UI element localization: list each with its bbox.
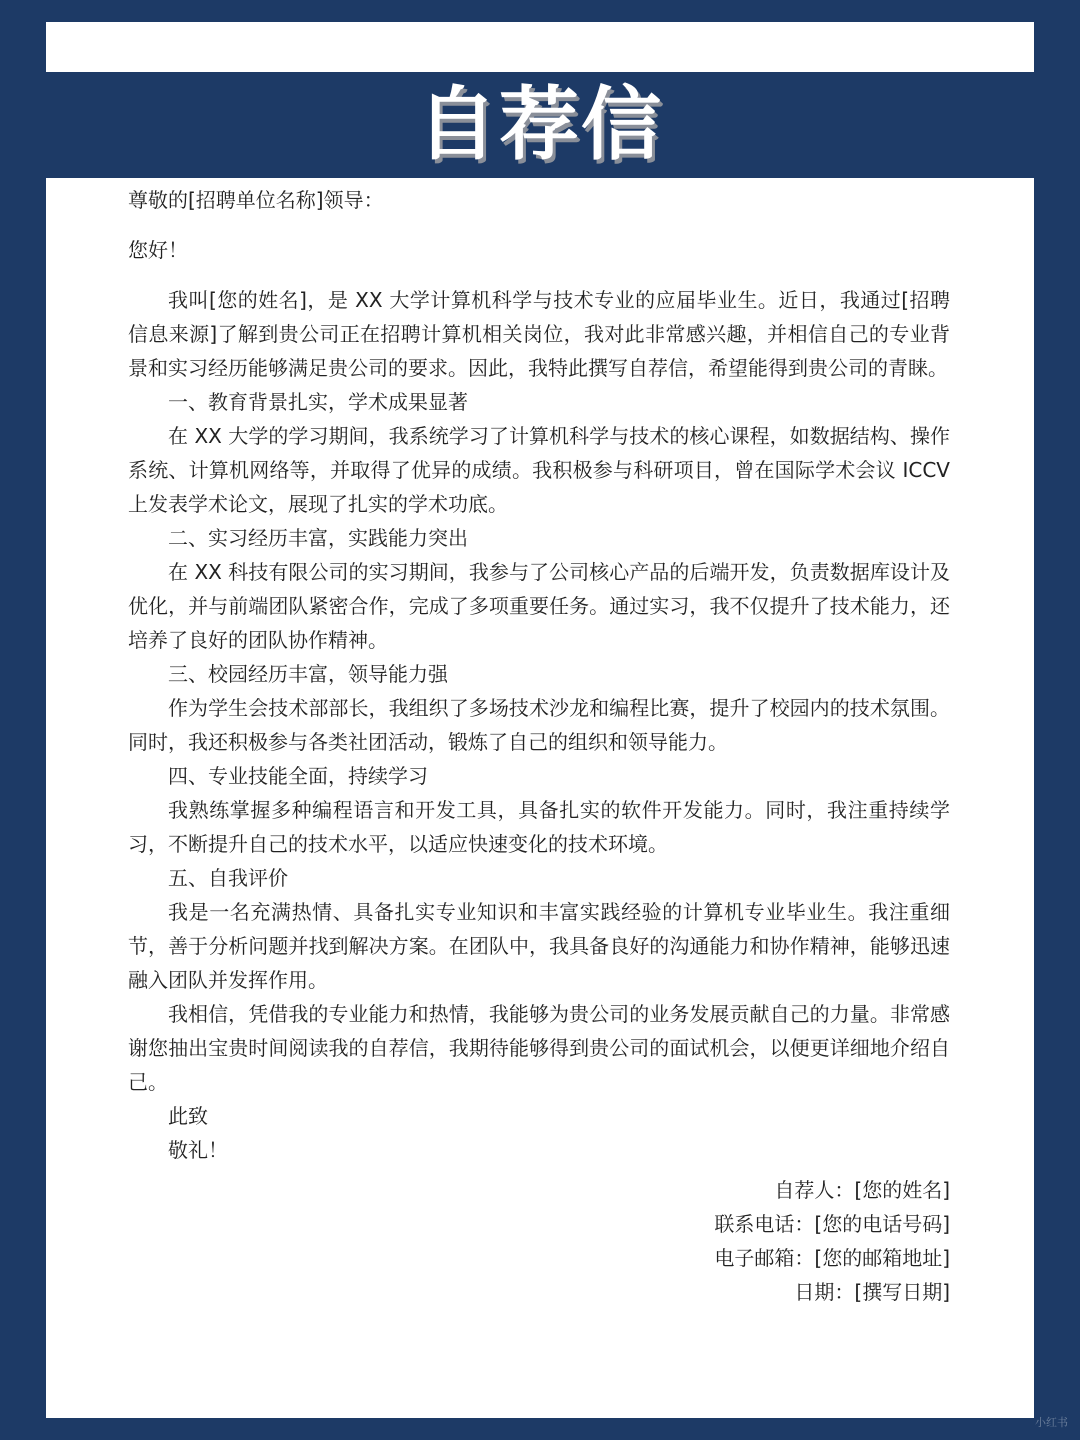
section-heading-campus: 三、校园经历丰富，领导能力强 xyxy=(168,662,448,686)
education-paragraph: 在 XX 大学的学习期间，我系统学习了计算机科学与技术的核心课程，如数据结构、操作系统、计算机网络等，并取得了优异的成绩。我积极参与科研项目，曾在国际学术会议 ICCV 上发表学术论文，展现了扎实的学术功底。 xyxy=(128,424,950,516)
self-evaluation-paragraph: 我是一名充满热情、具备扎实专业知识和丰富实践经验的计算机专业毕业生。我注重细节，善于分析问题并找到解决方案。在团队中，我具备良好的沟通能力和协作精神，能够迅速融入团队并发挥作用。 xyxy=(128,900,950,992)
section-heading-internship: 二、实习经历丰富，实践能力突出 xyxy=(168,526,468,550)
greeting: 您好！ xyxy=(128,238,188,262)
signature-block xyxy=(714,1173,950,1309)
title-banner xyxy=(46,72,1034,178)
skills-paragraph: 我熟练掌握多种编程语言和开发工具，具备扎实的软件开发能力。同时，我注重持续学习，不断提升自己的技术水平，以适应快速变化的技术环境。 xyxy=(128,798,950,856)
section-heading-skills: 四、专业技能全面，持续学习 xyxy=(168,764,428,788)
salutation: 尊敬的[招聘单位名称]领导： xyxy=(128,188,384,212)
section-heading-education: 一、教育背景扎实，学术成果显著 xyxy=(168,390,468,414)
signature-name: 自荐人：[您的姓名] xyxy=(774,1178,950,1202)
signature-phone: 联系电话：[您的电话号码] xyxy=(714,1212,950,1236)
intro-paragraph: 我叫[您的姓名]，是 XX 大学计算机科学与技术专业的应届毕业生。近日，我通过[招聘信息来源]了解到贵公司正在招聘计算机相关岗位，我对此非常感兴趣，并相信自己的专业背景和实习经历能够满足贵公司的要求。因此，我特此撰写自荐信，希望能得到贵公司的青睐。 xyxy=(128,288,950,380)
section-heading-self-evaluation: 五、自我评价 xyxy=(168,866,288,890)
campus-paragraph: 作为学生会技术部部长，我组织了多场技术沙龙和编程比赛，提升了校园内的技术氛围。同时，我还积极参与各类社团活动，锻炼了自己的组织和领导能力。 xyxy=(128,696,950,754)
signature-date: 日期：[撰写日期] xyxy=(794,1280,950,1304)
page-title: 自荐信 xyxy=(417,78,663,171)
conclusion-paragraph: 我相信，凭借我的专业能力和热情，我能够为贵公司的业务发展贡献自己的力量。非常感谢您抽出宝贵时间阅读我的自荐信，我期待能够得到贵公司的面试机会，以便更详细地介绍自己。 xyxy=(128,1002,950,1094)
signature-email: 电子邮箱：[您的邮箱地址] xyxy=(714,1246,950,1270)
internship-paragraph: 在 XX 科技有限公司的实习期间，我参与了公司核心产品的后端开发，负责数据库设计及优化，并与前端团队紧密合作，完成了多项重要任务。通过实习，我不仅提升了技术能力，还培养了良好的团队协作精神。 xyxy=(128,560,950,652)
closing-line-1: 此致 xyxy=(168,1104,208,1128)
closing-line-2: 敬礼！ xyxy=(168,1138,228,1162)
letter-body xyxy=(128,183,950,1167)
watermark: 小红书 xyxy=(1035,1416,1068,1429)
